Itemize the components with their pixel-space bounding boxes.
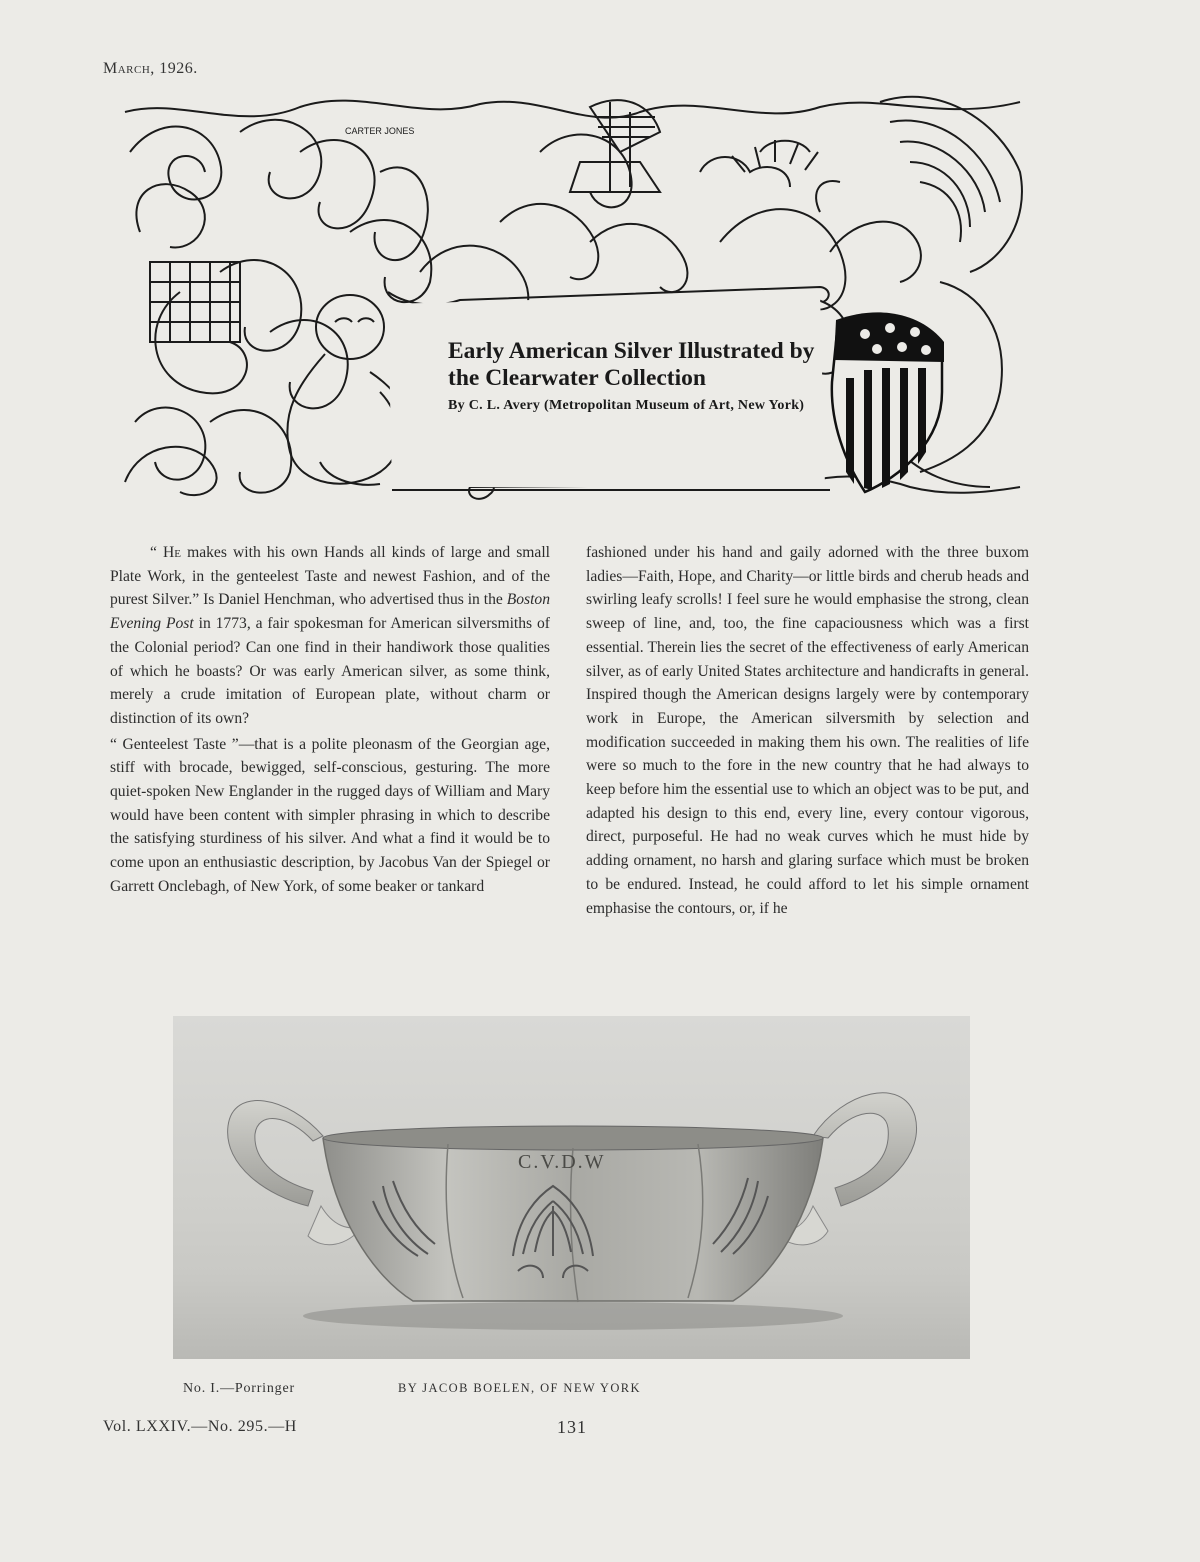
newspaper-title: Boston Evening Post [110,591,551,633]
artist-signature: CARTER JONES [345,126,415,136]
banner-artwork [120,92,1025,510]
shield-icon [832,312,944,492]
decorative-banner-illustration [120,92,1025,510]
paragraph-1-text-a: makes with his own Hands all kinds of large and small Plate Work, in the genteelest Taste and newest Fashion, and of the purest Silver.” Is Daniel Henchman, who advertised thus in the [110,544,550,609]
article-byline: By C. L. Avery (Metropolitan Museum of Art, New York) [448,398,805,413]
figure-caption-number: No. I.—Porringer [183,1381,295,1396]
paragraph-2: “ Genteelest Taste ”—that is a polite pleonasm of the Georgian age, stiff with brocade, bewigged, self-conscious, gesturing. The more quiet-spoken New Englander in the rugged days of William and Mary would have been content with simpler phrasing in which to describe the satisfying sturdiness of his silver. And what a find it would be to come upon an enthusiastic description, by Jacobus Van der Spiegel or Garrett Onclebagh, of New York, of some beaker or tankard [110,735,550,895]
article-title: Early American Silver Illustrated by the Clearwater Collection [448,338,815,391]
page-number: 131 [557,1417,587,1437]
paragraph-3: fashioned under his hand and gaily adorned with the three buxom ladies—Faith, Hope, and Charity—or little birds and cherub heads and swirling leafy scrolls! I feel sure he would emphasise the strong, clean sweep of line, and, too, the fine capaciousness which was a first essential. Therein lies the secret of the effectiveness of early American silver, as of early United States architecture and handicrafts in general. Inspired though the American designs largely were by contemporary work in Europe, the American silversmith by selection and modification succeeded in making them his own. The realities of life were so much to the fore in the new country that he had always to keep before him the essential use to which an object was to be put, and adapted his design to this end, every line, every contour vigorous, direct, purposeful. He had no weak curves which he must hide by adding ornament, no harsh and glaring surface which must be broken to be endured. Instead, he could afford to let his simple ornament emphasise the contours, or, if he [586,544,1029,917]
article-title-block [448,338,818,413]
paragraph-1 [110,541,550,731]
paragraph-lead-word: He [163,544,181,561]
figure-caption-maker: BY JACOB BOELEN, OF NEW YORK [398,1381,641,1395]
body-column-left [110,541,550,899]
footer-volume: Vol. LXXIV.—No. 295.—H [103,1418,297,1435]
running-head-date: March, 1926. [103,60,198,77]
open-quote: “ [150,544,164,561]
body-column-right [586,541,1029,920]
porringer-photograph [173,1016,970,1359]
engraved-initials: C.V.D.W [518,1151,606,1173]
paragraph-1-text-b: in 1773, a fair spokesman for American silversmiths of the Colonial period? Can one find in their handiwork those qualities of which he boasts? Or was early American silver, as some think, merely a crude imitation of European plate, without charm or distinction of its own? [110,615,550,727]
porringer-image [173,1016,970,1359]
